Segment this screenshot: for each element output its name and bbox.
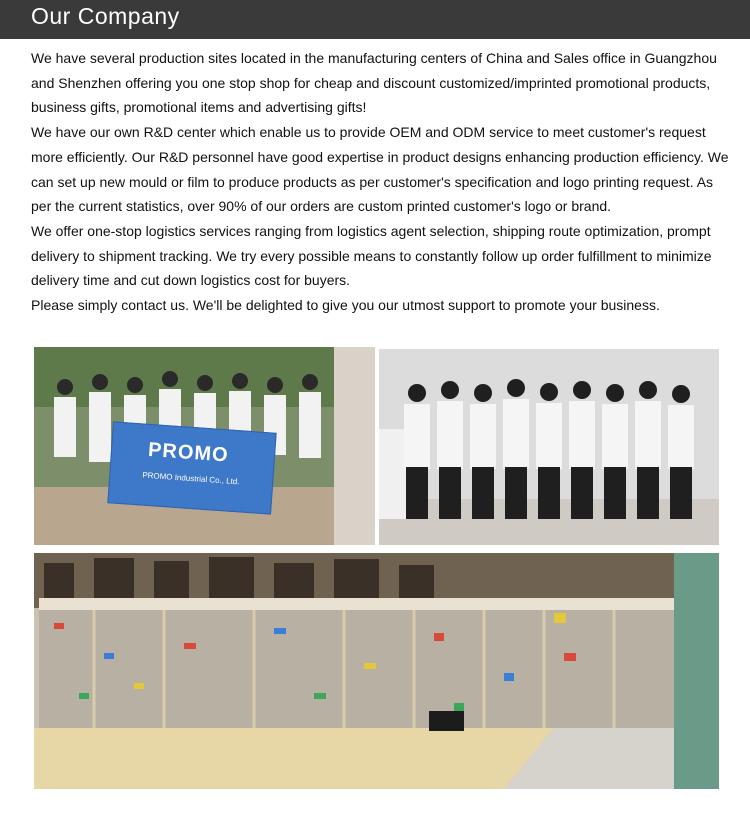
paragraph-rnd-center: We have our own R&D center which enable us to provide OEM and ODM service to meet customer's request more efficiently. Our R&D personnel have good expertise in product designs enhancing production efficiency. We can set up new mould or film to produce products as per customer's specification and logo printing request. As per the current statistics, over 90% of our orders are custom printed customer's logo or brand.	[31, 124, 729, 215]
section-header	[0, 0, 750, 39]
showroom-photo	[34, 553, 719, 789]
company-description	[31, 46, 731, 318]
paragraph-production-sites: We have several production sites located in the manufacturing centers of China and Sales office in Guangzhou and Shenzhen offering you one stop shop for cheap and discount customized/imprinted promotional products, business gifts, promotional items and advertising gifts!	[31, 50, 717, 116]
team-photo-outdoor	[34, 347, 375, 545]
paragraph-contact: Please simply contact us. We'll be delighted to give you our utmost support to promote your business.	[31, 297, 660, 314]
banner-logo: PROMO	[147, 438, 230, 467]
section-title: Our Company	[31, 3, 180, 29]
banner-company-name: PROMO Industrial Co., Ltd.	[142, 470, 240, 487]
company-banner	[107, 421, 276, 514]
team-photo-office	[379, 349, 719, 545]
paragraph-logistics: We offer one-stop logistics services ranging from logistics agent selection, shipping route optimization, prompt delivery to shipment tracking. We try every possible means to constantly follow up order fulfillment to minimize delivery time and cut down logistics cost for buyers.	[31, 222, 712, 289]
